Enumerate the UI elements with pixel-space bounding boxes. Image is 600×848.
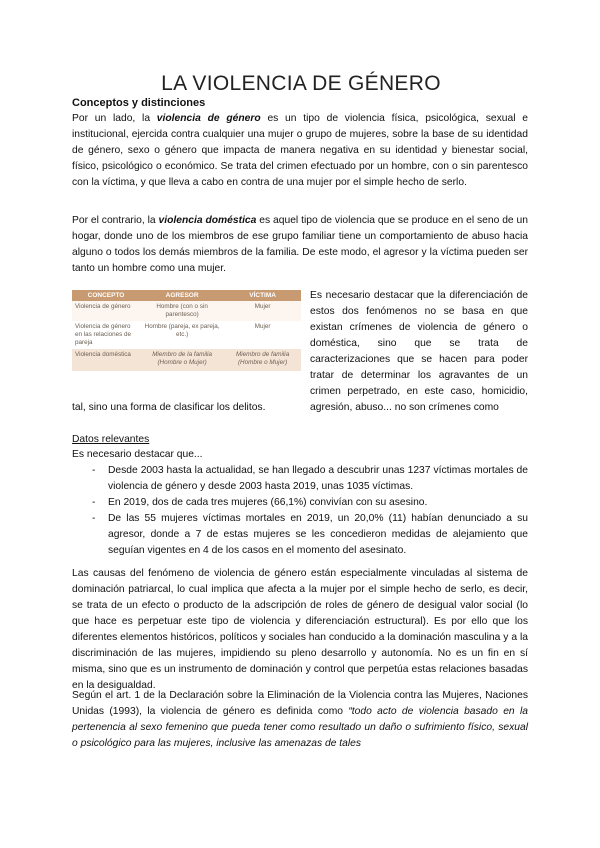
table-header: VÍCTIMA [224,290,301,301]
table-cell: Hombre (pareja, ex pareja, etc.) [140,321,224,349]
table-cell: Violencia de género [72,301,140,321]
comparison-table [72,290,301,371]
list-item: - De las 55 mujeres víctimas mortales en 2019, un 20,0% (11) habían denunciado a su agresor, donde a 7 de estas mujeres se les concedieron medidas de alejamiento que seguían vigentes en 4 de los casos en el momento del asesinato. [72,511,528,559]
table-cell: Hombre (con o sin parentesco) [140,301,224,321]
list-item: - Desde 2003 hasta la actualidad, se han llegado a descubrir unas 1237 víctimas mortales de violencia de género y desde 2003 hasta 2019, unas 1035 víctimas. [72,463,528,495]
table-cell: Miembro de la familia (Hombre o Mujer) [140,349,224,371]
page-title: LA VIOLENCIA DE GÉNERO [161,72,441,95]
paragraph-domestic-violence: Por el contrario, la violencia doméstica es aquel tipo de violencia que se produce en el seno de un hogar, donde uno de los miembros de ese grupo familiar tiene un comportamiento de abuso hacia alguno o todos los demás miembros de la familia. De este modo, el agresor y la víctima pueden ser tanto un hombre como una mujer. [72,215,528,274]
paragraph-differentiation-end: tal, sino una forma de clasificar los delitos. [72,402,266,413]
table-cell: Mujer [224,301,301,321]
section-heading-concepts: Conceptos y distinciones [72,97,206,109]
table-row [72,301,301,321]
table-cell: Miembro de familia (Hombre o Mujer) [224,349,301,371]
term-domestic-violence: violencia doméstica [158,215,257,226]
paragraph-gender-violence: Por un lado, la violencia de género es un tipo de violencia física, psicológica, sexual e institucional, ejercida contra cualquier una mujer o grupo de mujeres, sobre la base de su identidad de género, sexo o género que impacta de manera negativa en su identidad y bienestar social, físico, psicológico o económico. Se trata del crimen efectuado por un hombre, con o sin parentesco con la víctima, y que lleva a cabo en contra de una mujer por el simple hecho de serlo. [72,113,529,188]
table-cell: Violencia de género en las relaciones de pareja [72,321,140,349]
data-list [72,463,528,559]
section-heading-data: Datos relevantes [72,434,150,445]
data-intro: Es necesario destacar que... [72,449,203,460]
paragraph-differentiation: Es necesario destacar que la diferenciación de estos dos fenómenos no se basa en que existan crímenes de violencia de género o doméstica, sino que se trata de caracterizaciones que se hacen para poder tratar de determinar los agravantes de un crimen perpetrado, en este caso, homicidio, agresión, abuso... no son crímenes como [310,290,528,413]
paragraph-un-definition: Según el art. 1 de la Declaración sobre la Eliminación de la Violencia contra las Mujeres, Naciones Unidas (1993), la violencia de género es definida como “todo acto de violencia basado en la pertenencia al sexo femenino que pueda tener como resultado un daño o sufrimiento físico, sexual o psicológico para las mujeres, inclusive las amenazas de tales [72,690,528,749]
table-row [72,349,301,371]
un-quote: “todo acto de violencia basado en la pertenencia al sexo femenino que pueda tener como resultado un daño o sufrimiento físico, sexual o psicológico para las mujeres, inclusive las amenazas de tales [72,706,528,749]
term-gender-violence: violencia de género [156,113,261,124]
list-item: - En 2019, dos de cada tres mujeres (66,1%) convivían con su asesino. [72,495,528,511]
table-header: AGRESOR [140,290,224,301]
paragraph-causes: Las causas del fenómeno de violencia de género están especialmente vinculadas al sistema de dominación patriarcal, lo cual implica que afecta a la mujer por el simple hecho de serlo, es decir, se trata de un efecto o producto de la adscripción de roles de género de desigual valor social (lo que hace es perpetuar este tipo de violencia y diferenciación estructural). Es por ello que los diferentes elementos históricos, políticos y sociales han conducido a la dominación masculina y a la discriminación de las mujeres, impidiendo su pleno desarrollo y autonomía. No es un fin en sí misma, sino que es un instrumento de dominación y control que perpetúa estas relaciones basadas en la desigualdad. [72,568,528,691]
table-row [72,321,301,349]
table-cell: Mujer [224,321,301,349]
table-header: CONCEPTO [72,290,140,301]
table-cell: Violencia doméstica [72,349,140,371]
